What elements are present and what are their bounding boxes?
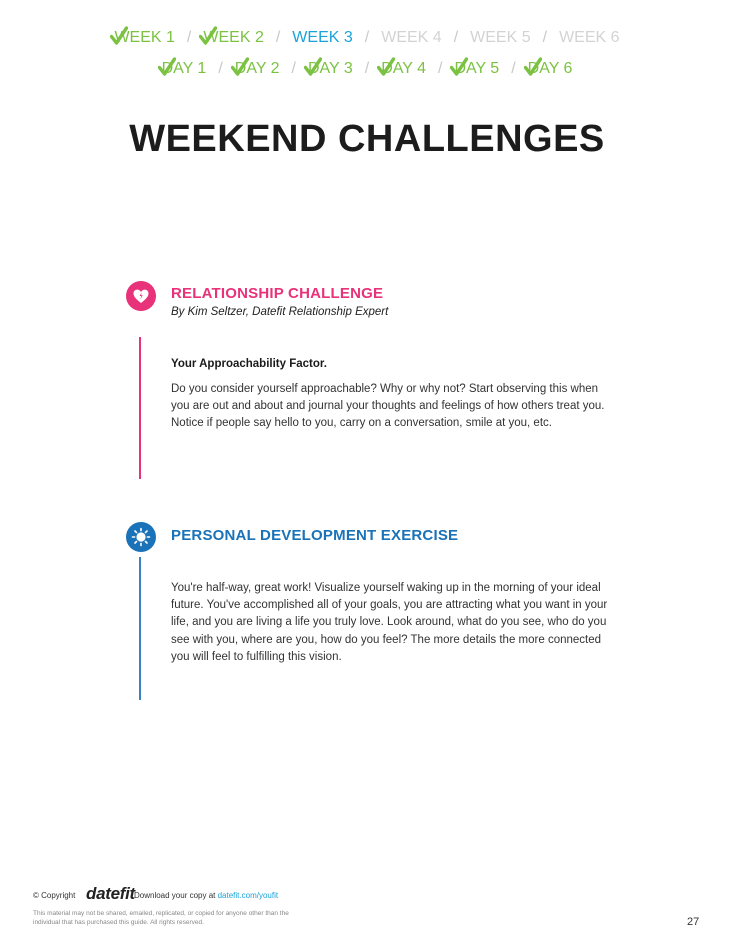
week-3-link[interactable] [292, 29, 352, 47]
personal-title: PERSONAL DEVELOPMENT EXERCISE [171, 527, 459, 544]
nav-separator: / [364, 29, 370, 46]
day-label: DAY 3 [308, 60, 353, 77]
week-5-link[interactable] [470, 29, 530, 47]
footer-copyright: © Copyright [33, 891, 76, 900]
nav-separator: / [275, 29, 281, 46]
datefit-logo: datefit [86, 884, 135, 903]
week-progress-nav [0, 29, 734, 47]
day-1-link[interactable] [162, 60, 207, 78]
nav-separator: / [437, 60, 443, 77]
relationship-divider [139, 337, 141, 479]
heart-icon [126, 281, 156, 311]
nav-separator: / [542, 29, 548, 46]
week-6-link[interactable] [559, 29, 619, 47]
relationship-subhead: Your Approachability Factor. [171, 358, 327, 370]
personal-divider [139, 557, 141, 700]
sun-icon [126, 522, 156, 552]
week-label: WEEK 1 [114, 29, 175, 46]
week-2-link[interactable] [203, 29, 263, 47]
day-progress-nav [0, 60, 734, 78]
footer-download-link[interactable]: datefit.com/youfit [217, 891, 279, 900]
nav-separator: / [511, 60, 516, 77]
week-1-link[interactable] [114, 29, 174, 47]
footer-download [134, 891, 278, 900]
week-4-link[interactable] [381, 29, 441, 47]
page-title: WEEKEND CHALLENGES [129, 118, 605, 160]
day-label: DAY 2 [234, 60, 280, 77]
nav-separator: / [453, 29, 459, 46]
day-2-link[interactable] [235, 60, 280, 78]
page-number: 27 [687, 916, 700, 928]
nav-separator: / [291, 60, 296, 77]
day-3-link[interactable] [308, 60, 353, 78]
nav-separator: / [186, 29, 192, 46]
relationship-title: RELATIONSHIP CHALLENGE [171, 285, 384, 302]
footer-download-text: Download your copy at [134, 891, 218, 900]
day-label: DAY 4 [381, 60, 426, 77]
week-label: WEEK 3 [292, 29, 353, 46]
day-label: DAY 1 [161, 60, 207, 77]
day-4-link[interactable] [381, 60, 426, 78]
week-label: WEEK 6 [559, 29, 620, 46]
day-6-link[interactable] [528, 60, 573, 78]
week-label: WEEK 2 [203, 29, 264, 46]
day-label: DAY 5 [454, 60, 500, 77]
relationship-byline: By Kim Seltzer, Datefit Relationship Expert [171, 306, 389, 318]
week-label: WEEK 5 [470, 29, 531, 46]
nav-separator: / [364, 60, 370, 77]
personal-badge [126, 522, 156, 552]
relationship-badge [126, 281, 156, 311]
nav-separator: / [218, 60, 223, 77]
week-label: WEEK 4 [381, 29, 442, 46]
personal-body: You're half-way, great work! Visualize yourself waking up in the morning of your ideal future. You've accomplished all of your goals, you are attracting what you want in your life, and you are living a life you truly love. Look around, what do you see, who do you see with you, where are you, how do you feel? The more details the more connected you will feel to fulfilling this vision. [171, 582, 608, 663]
day-label: DAY 6 [527, 60, 573, 77]
relationship-body: Do you consider yourself approachable? Why or why not? Start observing this when you are out and about and journal your thoughts and feelings of how others treat you. Notice if people say hello to you, carry on a conversation, smile at you, etc. [171, 383, 605, 430]
day-5-link[interactable] [454, 60, 499, 78]
footer-disclaimer: This material may not be shared, emailed, replicated, or copied for anyone other than the individual that has purchased this guide. All rights reserved. [33, 910, 289, 926]
